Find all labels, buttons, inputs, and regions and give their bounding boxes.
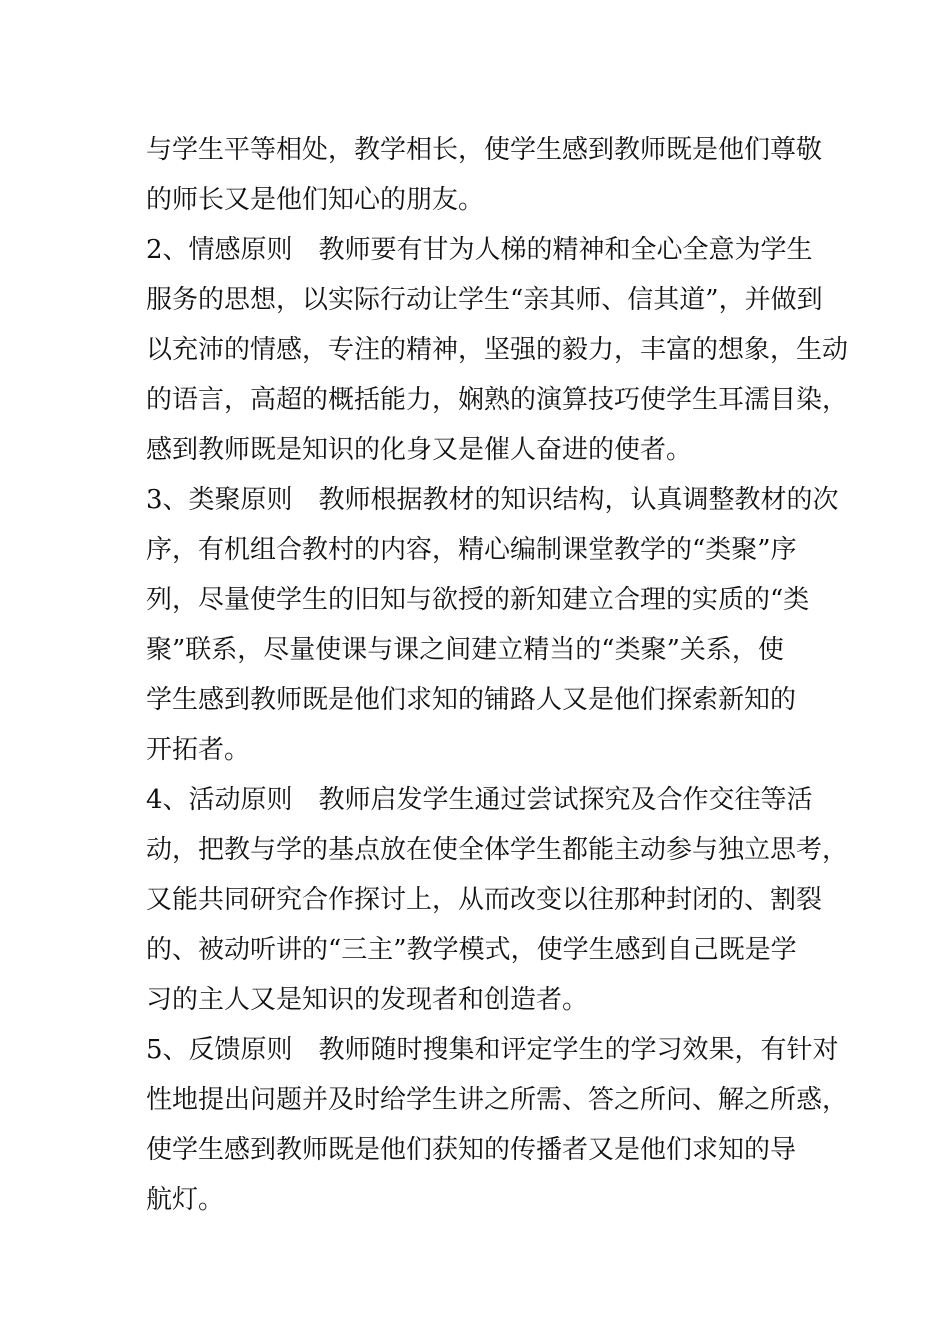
text-line: 感到教师既是知识的化身又是催人奋进的使者。 [146,435,693,465]
text-line: 与学生平等相处，教学相长，使学生感到教师既是他们尊敬 [146,135,823,165]
text-line: 的师长又是他们知心的朋友。 [146,185,485,215]
text-line: 5、反馈原则 教师随时搜集和评定学生的学习效果，有针对 [146,1035,839,1065]
text-line: 习的主人又是知识的发现者和创造者。 [146,985,589,1015]
text-line: 的语言，高超的概括能力，娴熟的演算技巧使学生耳濡目染， [146,385,849,415]
text-line: 服务的思想，以实际行动让学生“亲其师、信其道”，并做到 [146,285,823,315]
text-line: 学生感到教师既是他们求知的铺路人又是他们探索新知的 [146,685,797,715]
text-line: 列，尽量使学生的旧知与欲授的新知建立合理的实质的“类 [146,585,810,615]
text-line: 序，有机组合教村的内容，精心编制课堂教学的“类聚”序 [146,535,797,565]
text-line: 3、类聚原则 教师根据教材的知识结构，认真调整教材的次 [146,485,839,515]
text-line: 又能共同研究合作探讨上，从而改变以往那种封闭的、割裂 [146,885,823,915]
text-line: 使学生感到教师既是他们获知的传播者又是他们求知的导 [146,1135,797,1165]
text-line: 航灯。 [146,1185,225,1215]
text-line: 的、被动听讲的“三主”教学模式，使学生感到自己既是学 [146,935,797,965]
text-line: 4、活动原则 教师启发学生通过尝试探究及合作交往等活 [146,785,813,815]
text-line: 2、情感原则 教师要有甘为人梯的精神和全心全意为学生 [146,235,813,265]
text-line: 性地提出问题并及时给学生讲之所需、答之所问、解之所惑， [146,1085,849,1115]
text-line: 聚”联系，尽量使课与课之间建立精当的“类聚”关系，使 [146,635,784,665]
text-line: 开拓者。 [146,735,251,765]
text-line: 动，把教与学的基点放在使全体学生都能主动参与独立思考， [146,835,849,865]
text-line: 以充沛的情感，专注的精神，坚强的毅力，丰富的想象，生动 [146,335,849,365]
